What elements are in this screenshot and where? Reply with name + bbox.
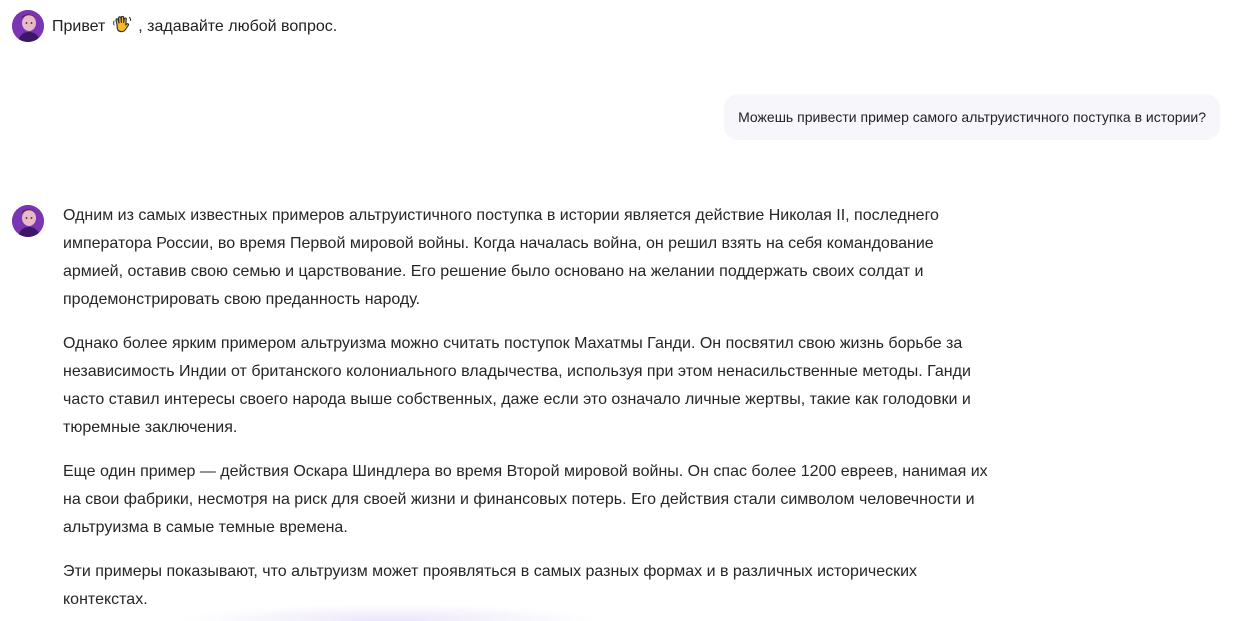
greeting-message bbox=[52, 14, 337, 39]
user-message-text: Можешь привести пример самого альтруистичного поступка в истории? bbox=[738, 109, 1206, 125]
user-message-bubble bbox=[724, 94, 1220, 140]
assistant-avatar bbox=[12, 205, 44, 237]
waving-hand-icon bbox=[112, 14, 132, 34]
assistant-avatar bbox=[12, 10, 44, 42]
answer-paragraph: Еще один пример — действия Оскара Шиндлера во время Второй мировой войны. Он спас более 1200 евреев, нанимая их на свои фабрики, несмотря на риск для своей жизни и финансовых потерь. Его действия стали символом человечности и альтруизма в самые темные времена. bbox=[63, 463, 988, 536]
greeting-prefix: Привет bbox=[52, 18, 106, 35]
avatar-portrait-icon bbox=[12, 10, 44, 42]
answer-paragraph: Однако более ярким примером альтруизма можно считать поступок Махатмы Ганди. Он посвятил свою жизнь борьбе за независимость Индии от британского колониального владычества, используя при этом ненасильственные методы. Ганди часто ставил интересы своего народа выше собственных, даже если это означало личные жертвы, такие как голодовки и тюремные заключения. bbox=[63, 335, 971, 436]
greeting-suffix: , задавайте любой вопрос. bbox=[138, 18, 338, 35]
avatar-portrait-icon bbox=[12, 205, 44, 237]
assistant-message bbox=[63, 202, 998, 621]
answer-paragraph: Эти примеры показывают, что альтруизм может проявляться в самых разных формах и в различных исторических контекстах. bbox=[63, 563, 918, 608]
answer-paragraph: Одним из самых известных примеров альтруистичного поступка в истории является действие Николая II, последнего императора России, во время Первой мировой войны. Когда началась война, он решил взять на себя командование армией, оставив свою семью и царствование. Его решение было основано на желании поддержать своих солдат и продемонстрировать свою преданность народу. bbox=[63, 207, 939, 308]
